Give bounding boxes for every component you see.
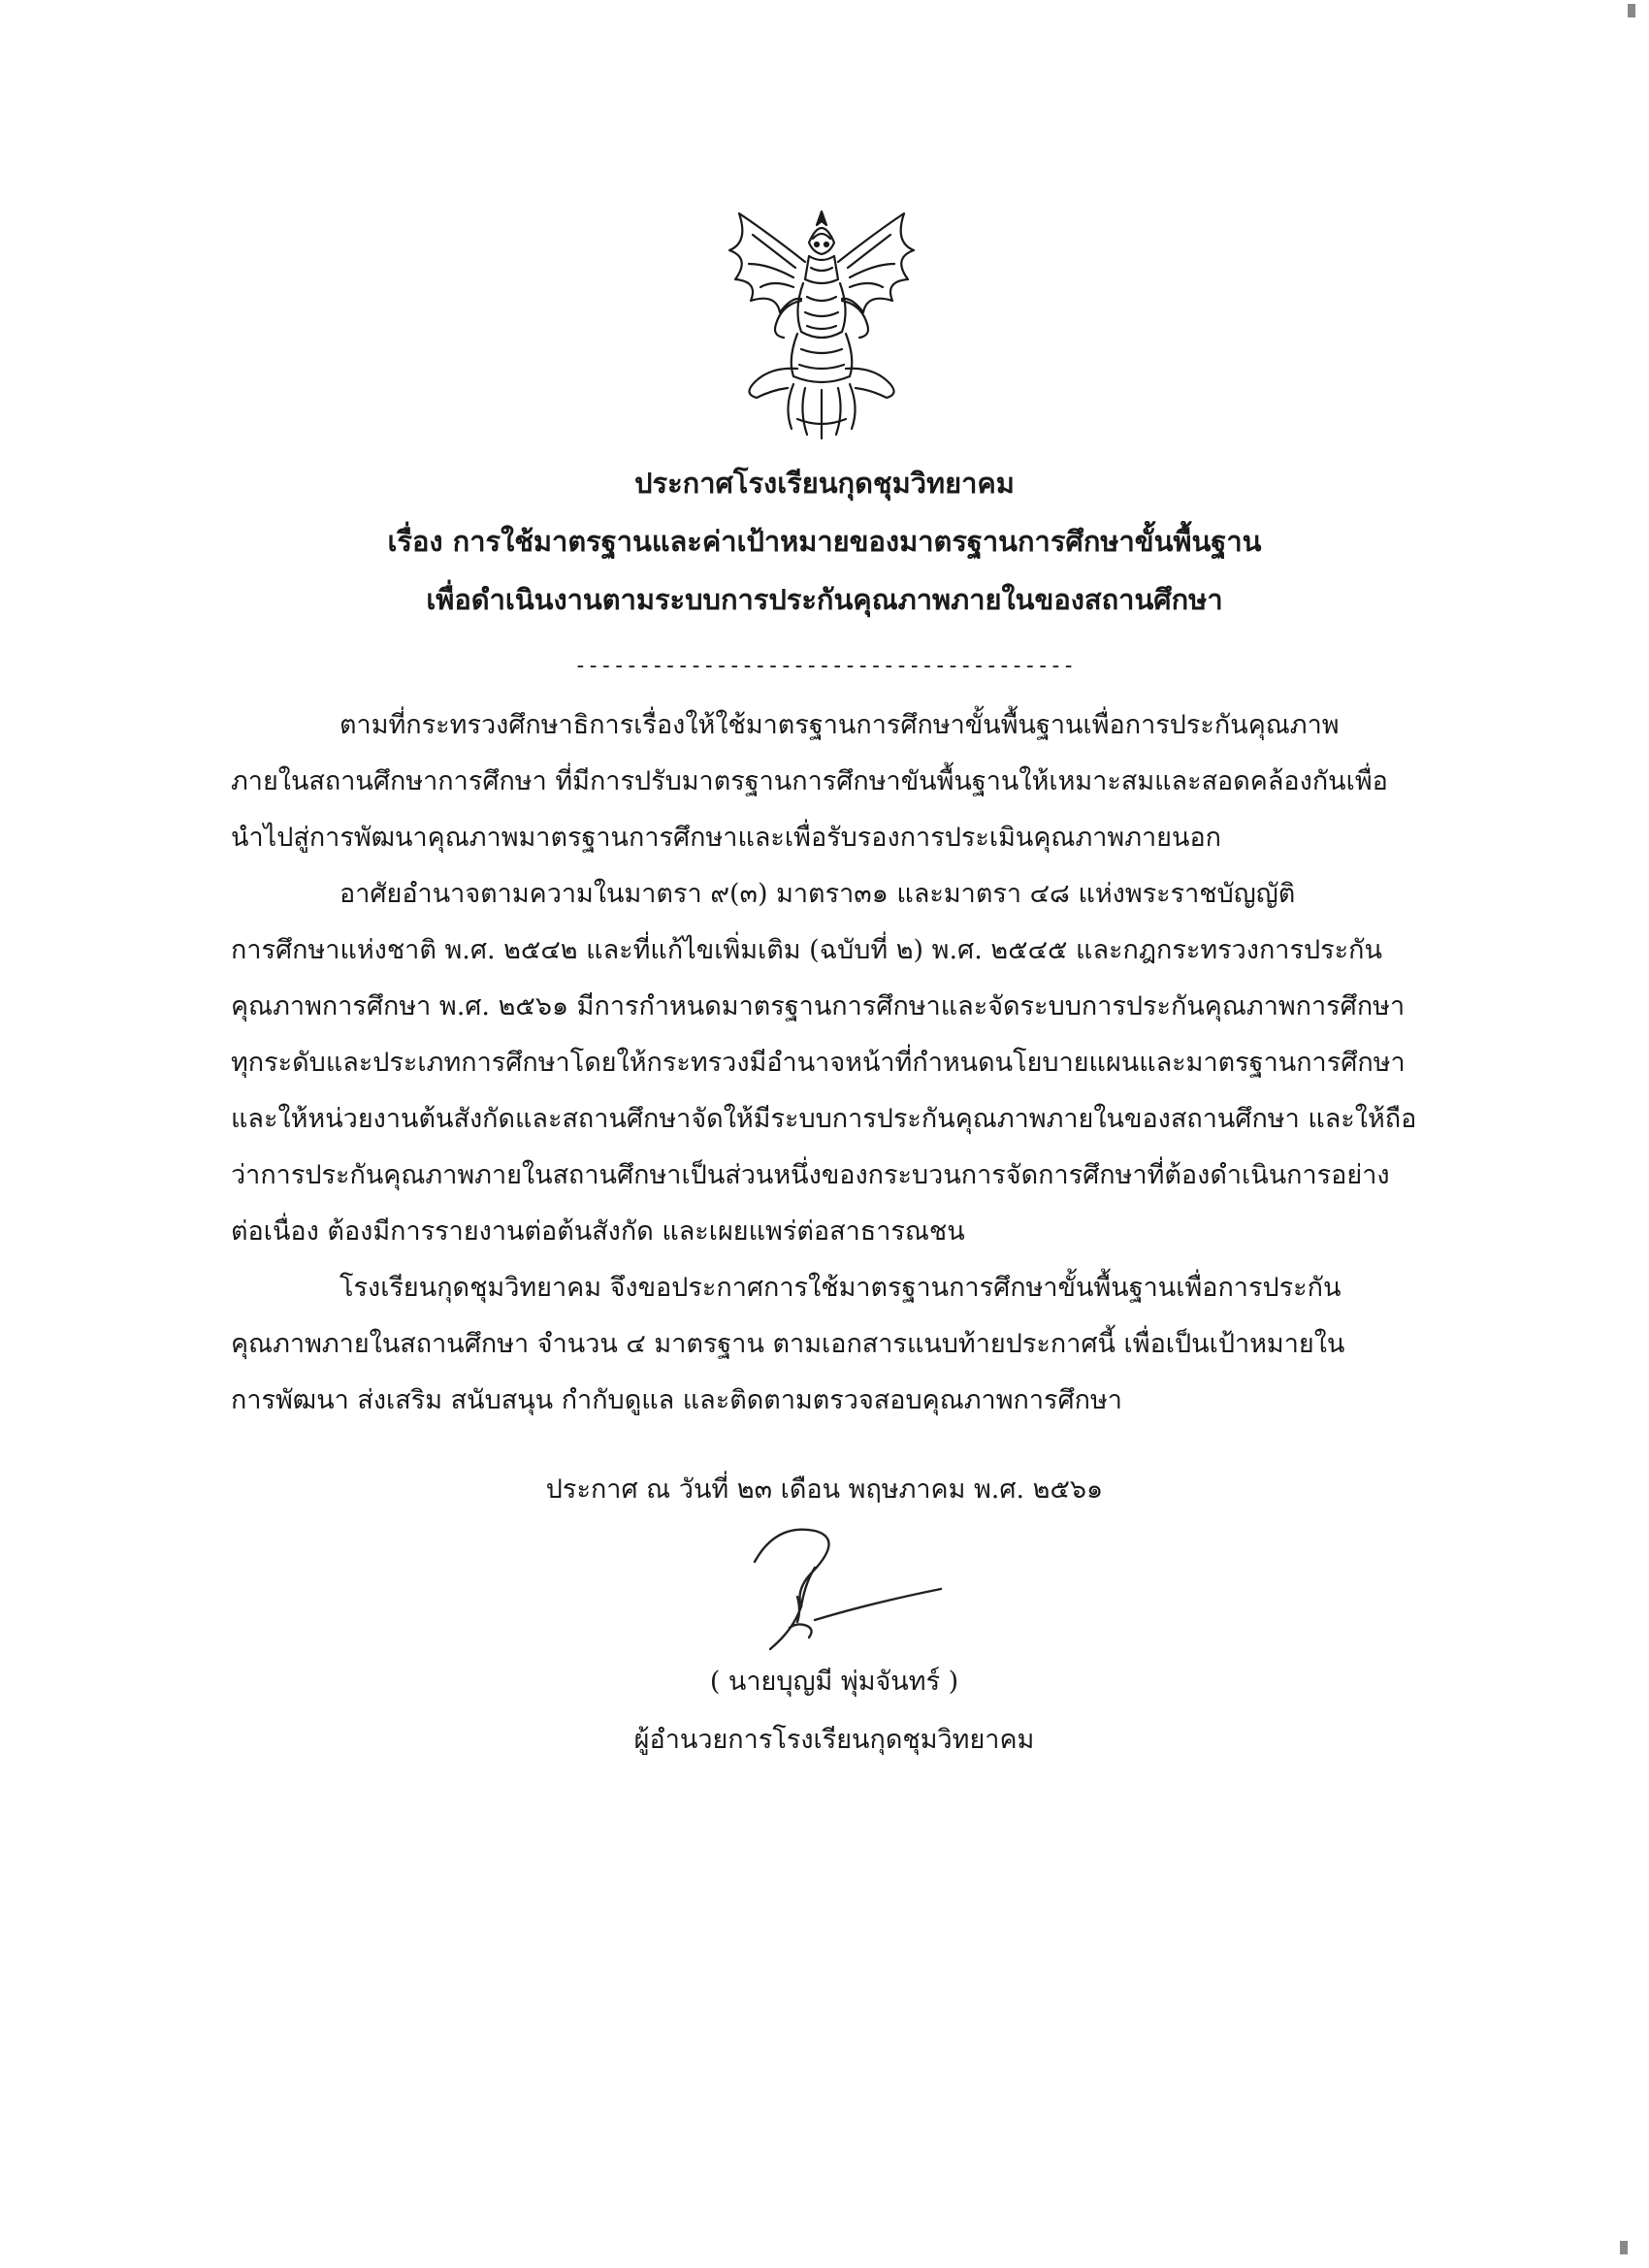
body-line: อาศัยอำนาจตามความในมาตรา ๙(๓) มาตรา๓๑ และมาตรา ๔๘ แห่งพระราชบัญญัติ: [340, 879, 1296, 909]
body-line: ตามที่กระทรวงศึกษาธิการเรื่องให้ใช้มาตรฐานการศึกษาขั้นพื้นฐานเพื่อการประกันคุณภาพ: [340, 710, 1340, 740]
scan-mark: [1628, 4, 1635, 17]
announcement-purpose: เพื่อดำเนินงานตามระบบการประกันคุณภาพภายในของสถานศึกษา: [426, 583, 1223, 616]
body-line: การศึกษาแห่งชาติ พ.ศ. ๒๕๔๒ และที่แก้ไขเพิ่มเติม (ฉบับที่ ๒) พ.ศ. ๒๕๔๕ และกฎกระทรวงการประกัน: [231, 935, 1382, 965]
garuda-emblem-icon: [700, 204, 943, 446]
body-line: การพัฒนา ส่งเสริม สนับสนุน กำกับดูแล และติดตามตรวจสอบคุณภาพการศึกษา: [231, 1385, 1122, 1415]
announcement-title: ประกาศโรงเรียนกุดชุมวิทยาคม: [634, 467, 1015, 500]
body-line: คุณภาพการศึกษา พ.ศ. ๒๕๖๑ มีการกำหนดมาตรฐานการศึกษาและจัดระบบการประกันคุณภาพการศึกษา: [231, 991, 1406, 1021]
handwritten-signature: [737, 1513, 951, 1659]
body-line: ภายในสถานศึกษาการศึกษา ที่มีการปรับมาตรฐานการศึกษาขันพื้นฐานให้เหมาะสมและสอดคล้องกันเพื่อ: [231, 766, 1388, 796]
body-line: และให้หน่วยงานต้นสังกัดและสถานศึกษาจัดให้มีระบบการประกันคุณภาพภายในของสถานศึกษา และให้ถือ: [231, 1104, 1417, 1134]
announcement-subject: เรื่อง การใช้มาตรฐานและค่าเป้าหมายของมาตรฐานการศึกษาขั้นพื้นฐาน: [387, 525, 1262, 558]
body-line: คุณภาพภายในสถานศึกษา จำนวน ๔ มาตรฐาน ตามเอกสารแนบท้ายประกาศนี้ เพื่อเป็นเป้าหมายใน: [231, 1329, 1345, 1359]
body-line: ต่อเนื่อง ต้องมีการรายงานต่อต้นสังกัด และเผยแพร่ต่อสาธารณชน: [231, 1216, 965, 1247]
body-line: นำไปสู่การพัฒนาคุณภาพมาตรฐานการศึกษาและเพื่อรับรองการประเมินคุณภาพภายนอก: [231, 823, 1222, 853]
body-line: ว่าการประกันคุณภาพภายในสถานศึกษาเป็นส่วนหนึ่งของกระบวนการจัดการศึกษาที่ต้องดำเนินการอย่าง: [231, 1160, 1390, 1190]
scan-mark: [1620, 2241, 1628, 2254]
announcement-date: ประกาศ ณ วันที่ ๒๓ เดือน พฤษภาคม พ.ศ. ๒๕๖๑: [545, 1474, 1104, 1505]
body-line: ทุกระดับและประเภทการศึกษาโดยให้กระทรวงมีอำนาจหน้าที่กำหนดนโยบายแผนและมาตรฐานการศึกษา: [231, 1048, 1406, 1078]
title-divider: ---------------------------------------: [573, 654, 1076, 678]
signer-name: ( นายบุญมี พุ่มจันทร์ ): [709, 1667, 959, 1697]
body-line: โรงเรียนกุดชุมวิทยาคม จึงขอประกาศการใช้มาตรฐานการศึกษาขั้นพื้นฐานเพื่อการประกัน: [340, 1273, 1342, 1303]
signer-title: ผู้อำนวยการโรงเรียนกุดชุมวิทยาคม: [633, 1725, 1035, 1755]
